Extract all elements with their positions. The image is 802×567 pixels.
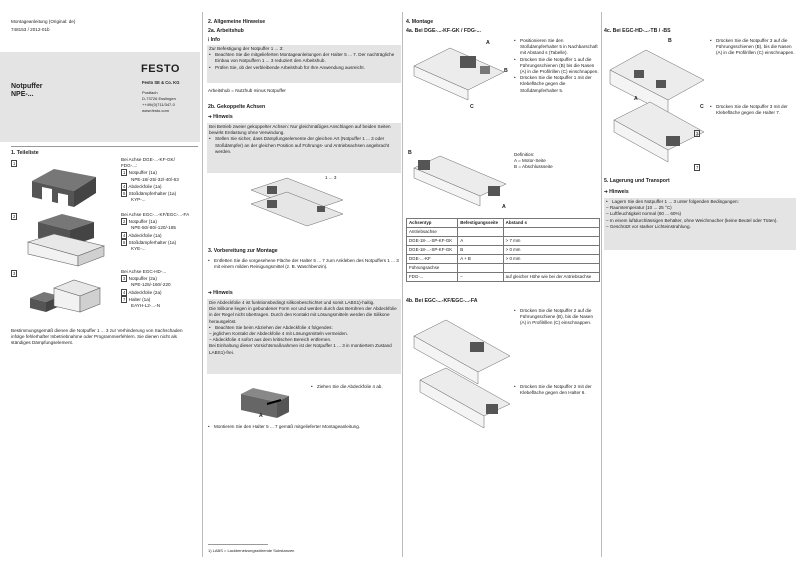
page-subtitle: NPE-... (11, 91, 34, 98)
table-row: DGE-...-KF A + B > 0 mm (407, 254, 600, 263)
info-label: ⅰ Info (208, 37, 221, 43)
callout: 3 (13, 271, 16, 276)
arrow-icon: ➔ (604, 189, 608, 194)
label: B (668, 38, 672, 44)
buffer-illustration-3 (24, 278, 104, 314)
table-header: Achsentyp (407, 219, 458, 228)
section-heading: 1. Teileliste (11, 150, 39, 156)
parts-list-3: Bei Achse EGC-HD-... 3 Notpuffer (2a) NPE-125/-160/-220 4 Abdeckfolie (2a) 7 Halter (1a) EAYH-L2-...-N (121, 269, 171, 308)
section-heading: 2. Allgemeine Hinweise (208, 19, 266, 25)
step-4c-1: • Drücken Sie die Notpuffer 3 auf die Führungsschienen (B), bis die Nasen (A) in die Profilrillen (C) einschnappen. (710, 38, 796, 57)
table-header: Befestigungsseite (458, 219, 503, 228)
parts-list-2: Bei Achse EGC-...-KF/EGC-...-FA 2 Notpuffer (1a) NPE-50/-80/-120/-185 4 Abdeckfolie (1a) 6 Stoßdämpferhalter (1a) KYE-... (121, 212, 190, 251)
callout: 3 (696, 131, 699, 136)
axis-egc-illustration (410, 306, 514, 436)
address-line: www.festo.com (142, 108, 169, 113)
footnote: 1) LABS = Lackbenetzungsstörende Substanzen (208, 548, 295, 553)
peel-cover-illustration (237, 384, 307, 420)
step-4c-2: • Drücken Sie die Notpuffer 3 mit der Klebefläche gegen die Halter 7. (710, 104, 796, 116)
subheading: 4b. Bei EGC-...-KF/EGC-...-FA (406, 298, 478, 304)
mount-step: • Montieren Sie den Halter 5 ... 7 gemäß mitgelieferter Montageanleitung. (208, 424, 400, 430)
festo-logo: FESTO (141, 63, 180, 75)
buffer-illustration-2 (24, 212, 110, 268)
subheading: 4a. Bei DGE-...-KF-GK / FDG-... (406, 28, 481, 34)
table-row: DGE-18-...-SP-KF-GK B > 0 mm (407, 245, 600, 254)
table-row: DGE-18-...-SP-KF-GK A > 7 mm (407, 236, 600, 245)
label: C (470, 104, 474, 110)
label: C (700, 104, 704, 110)
step-4b-1: • Drücken Sie die Notpuffer 2 auf die Führungsschiene (B), bis die Nasen (A) in Profilrillen (C) einschnappen. (514, 308, 600, 327)
label: B (504, 68, 508, 74)
info-icon: ⅰ (208, 37, 210, 42)
section-heading: 3. Vorbereitung zur Montage (208, 248, 278, 254)
table-row: FDG-... – auf gleicher Höhe wie bei der Antriebsachse (407, 272, 600, 281)
usage-text: Bestimmungsgemäß dienen die Notpuffer 1 ... 3 zur Verhinderung von Sachschaden infolge fehlerhafter Inbetriebnahme oder Programmierfehlern. Sie dienen nicht als ständiges Dämpfungselement. (11, 328, 183, 346)
label: B (408, 150, 412, 156)
subheading: 2a. Arbeitshub (208, 28, 244, 34)
figure-callout: 1 ... 3 (325, 175, 337, 180)
company-name: Festo SE & Co. KG (142, 80, 180, 85)
section-heading: 4. Montage (406, 19, 434, 25)
axis-egc-hd-illustration (606, 36, 708, 166)
axis-dge-ends-illustration (410, 148, 510, 210)
coupled-axes-illustration (247, 174, 347, 230)
table-header: Abstand s (503, 219, 599, 228)
hint-box: Bei Betrieb zweier gekoppelter Achsen: Nur gleichmäßiges Anschlagen auf beiden Seiten bewirkt Entlastung ohne Verwindung. • Stellen Sie sicher, dass Dämpfungselemente der gleichen Art (Notpuffer 1 ... 3 oder Stoßdämpfer) an der gleichen Position auf Führungs- und Antriebsachsen angebracht werden. (207, 123, 401, 173)
arrow-icon: ➔ (208, 114, 212, 119)
column-1 (0, 0, 200, 567)
distance-table (406, 218, 600, 282)
figure-label: A (259, 413, 263, 419)
steps-4a: • Positionieren Sie den Stoßdämpferhalter 5 in Nachbarschaft mit Abstand s (Tabelle). • Drücken Sie die Notpuffer 1 auf die Führungsschienen (B) bis die Nasen (A) in die Profilrillen (C) einschnappen. • Drücken Sie die Notpuffer 1 mit der Klebefläche gegen die Stoßdämpferhalter 5. (514, 38, 600, 94)
table-row: Führungsachse (407, 263, 600, 272)
column-2 (207, 0, 401, 567)
axis-dge-illustration (410, 38, 508, 108)
address-line: Postfach (142, 90, 158, 95)
arrow-icon: ➔ (208, 290, 212, 295)
callout: 7 (696, 165, 699, 170)
hint-label: ➔ Hinweis (604, 189, 629, 195)
table-row: Antriebsachse (407, 227, 600, 236)
callout: 2 (13, 214, 16, 219)
buffer-illustration-1 (24, 163, 104, 215)
hint-box: • Lagern Sie den Notpuffer 1 ... 3 unter folgenden Bedingungen: – Raumtemperatur (10 ... 25 °C) – Luftfeuchtigkeit normal (60 ... 60%) – In einem luftdurchlässigen Behälter, ohne Weichmacher (keine Beutel oder Tüten). – Geschützt vor starker Lichteinstrahlung. (604, 198, 796, 250)
peel-step: • Ziehen Sie die Abdeckfolie 4 ab. (311, 384, 391, 390)
section-heading: 5. Lagerung und Transport (604, 178, 670, 184)
label: A (486, 40, 490, 46)
column-4 (604, 0, 796, 567)
step-4b-2: • Drücken Sie die Notpuffer 2 mit der Klebefläche gegen den Halter 6. (514, 384, 600, 396)
subheading: 2b. Gekoppelte Achsen (208, 104, 266, 110)
doc-header-line1: Montageanleitung (Original: de) (11, 19, 76, 24)
info-box: Zur Befestigung der Notpuffer 1 ... 3: • Beachten Sie die mitgelieferten Montageanleitungen der Halter 5 ... 7. Der nachträgliche Einbau von Notpuffern 1 ... 3 reduziert den Arbeitshub. • Prüfen Sie, ob der verbleibende Arbeitshub für Ihre Anwendung ausreicht. (207, 45, 401, 83)
hint-label: ➔ Hinweis (208, 114, 233, 120)
definition: Definition: A = Motor-Seite B = Abschlussseite (514, 152, 553, 170)
hint-box: Die Abdeckfolie 4 ist funktionsbedingt silikonbeschichtet und somit LABS1)-haltig. Die Silikone liegen in gebundener Form vor und werden durch das Berühren der Abdeckfolie in der Regel nicht übertragen. Durch den Kontakt mit Lösungsmitteln werden die Silikone herausgelöst. • Beachten Sie beim Abziehen der Abdeckfolie 4 folgendes: – jeglichen Kontakt der Abdeckfolie 4 mit Lösungsmitteln vermeiden. – Abdeckfolie 4 sofort aus dem kritischen Bereich entfernen. Bei Einhaltung dieser Vorsichtsmaßnahmen ist der Notpuffer 1 ... 3 in montiertem Zustand LABS1)-frei. (207, 299, 401, 374)
page-title: Notpuffer (11, 83, 43, 90)
degrease-step: • Entfetten Sie die vorgesehene Fläche der Halter 5 ... 7 zum Ankleben des Notpuffers 1 ... 3 mit einem milden Reinigungsmittel (z. B. Waschbenzin). (208, 258, 400, 270)
address-line: ++49/(0)711/347-0 (142, 102, 175, 107)
subheading: 4c. Bei EGC-HD-...-TB / -BS (604, 28, 671, 34)
parts-list-1: Bei Achse DGE-...-KF-GK/ FDG-...: 1 Notpuffer (1a) NPE-18/-25/-32/-40/-63 4 Abdeckfolie (1a) 5 Stoßdämpferhalter (1a) KYP-... (121, 157, 179, 203)
formula: Arbeitshub = Nutzhub minus Notpuffer (208, 88, 286, 93)
label: A (634, 96, 638, 102)
label: A (502, 204, 506, 210)
callout: 1 (13, 161, 16, 166)
doc-header-line2: 748153 / 2012-01b (11, 27, 50, 32)
column-3 (406, 0, 600, 567)
hint-label: ➔ Hinweis (208, 290, 233, 296)
address-line: D-73726 Esslingen (142, 96, 176, 101)
